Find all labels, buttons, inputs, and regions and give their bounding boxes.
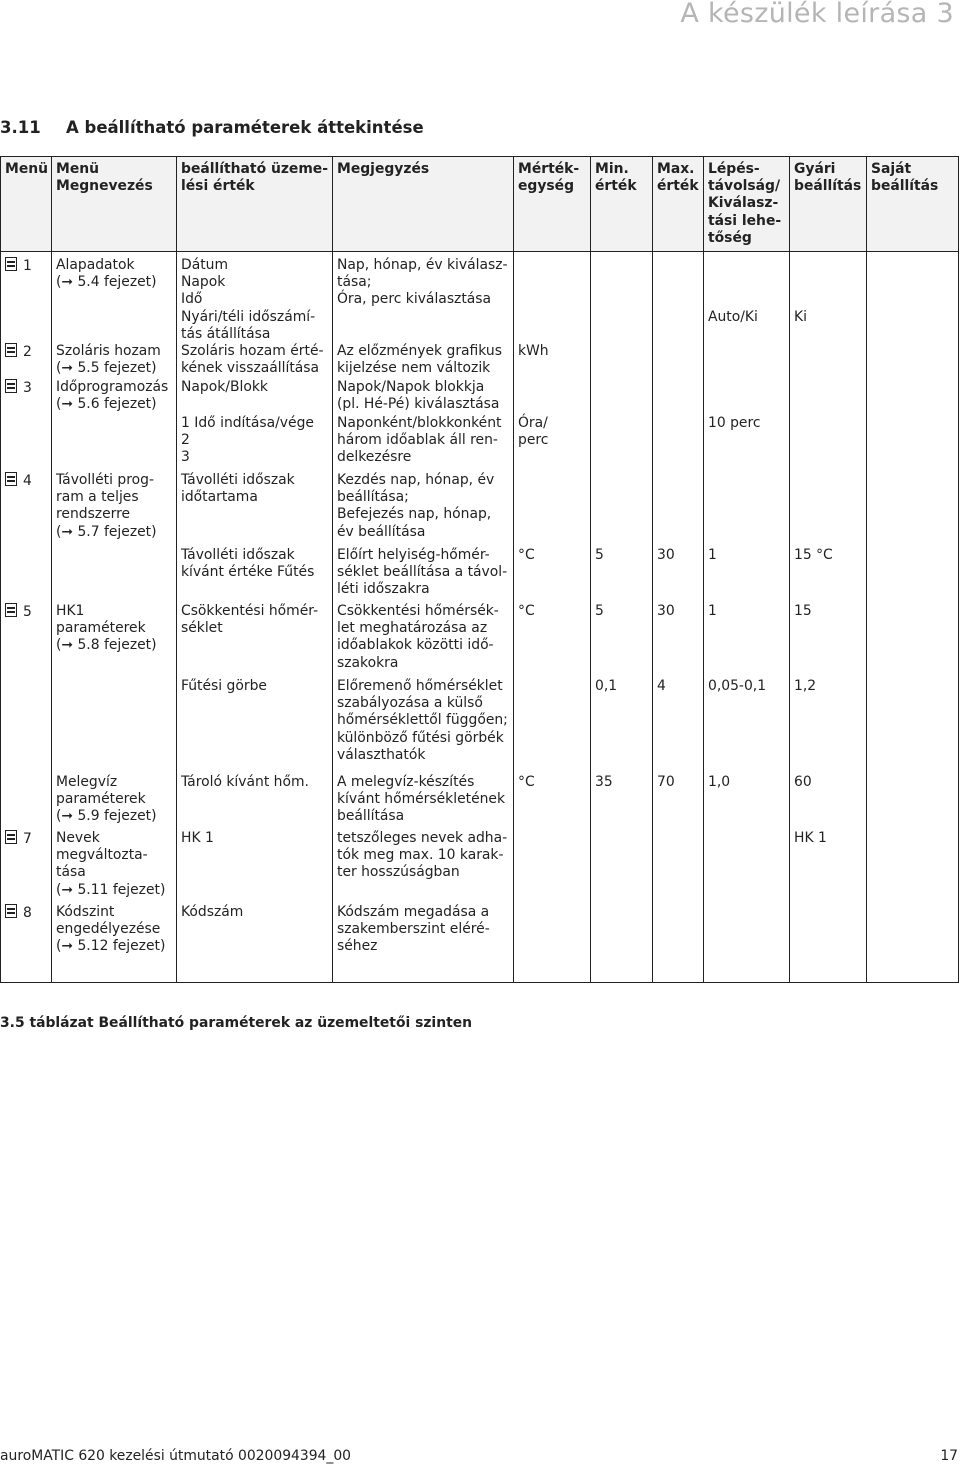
max-value-cell <box>653 830 704 904</box>
footer-page-number: 17 <box>940 1448 958 1464</box>
header-menu-name: Menü Megnevezés <box>52 157 177 252</box>
unit-cell <box>514 309 591 343</box>
factory-setting-cell <box>790 415 867 472</box>
step-cell <box>704 379 790 415</box>
header-note: Megjegyzés <box>333 157 514 252</box>
own-setting-cell <box>867 379 959 415</box>
table-row <box>1 830 959 904</box>
min-value-cell <box>591 472 653 547</box>
menu-number: 3 <box>23 380 32 397</box>
menu-name-cell: Szoláris hozam (➞ 5.5 fejezet) <box>52 343 177 379</box>
min-value-cell: 5 <box>591 603 653 678</box>
menu-name-cell: Nevek megváltozta- tása (➞ 5.11 fejezet) <box>52 830 177 904</box>
step-cell: 1,0 <box>704 774 790 830</box>
footer-document-title: auroMATIC 620 kezelési útmutató 0020094394_00 <box>0 1448 352 1464</box>
own-setting-cell <box>867 603 959 678</box>
table-row <box>1 774 959 830</box>
max-value-cell: 70 <box>653 774 704 830</box>
menu-cell <box>1 343 52 379</box>
min-value-cell <box>591 830 653 904</box>
header-unit: Mérték- egység <box>514 157 591 252</box>
own-setting-cell <box>867 904 959 982</box>
min-value-cell: 0,1 <box>591 678 653 774</box>
min-value-cell: 5 <box>591 547 653 603</box>
step-cell: 1 <box>704 547 790 603</box>
header-min: Min. érték <box>591 157 653 252</box>
note-cell: Kódszám megadása a szakemberszint eléré- séhez <box>333 904 514 982</box>
max-value-cell: 30 <box>653 603 704 678</box>
menu-number: 1 <box>23 258 32 274</box>
unit-cell: °C <box>514 774 591 830</box>
table-row <box>1 252 959 309</box>
unit-cell <box>514 472 591 547</box>
table-row <box>1 379 959 415</box>
table-row <box>1 343 959 379</box>
header-menu: Menü <box>1 157 52 252</box>
min-value-cell <box>591 904 653 982</box>
menu-cell <box>1 603 52 678</box>
menu-cell <box>1 774 52 830</box>
own-setting-cell <box>867 678 959 774</box>
menu-cell <box>1 904 52 982</box>
note-cell: Előremenő hőmérséklet szabályozása a külső hőmérséklettől függően; különböző fűtési görbék választhatók <box>333 678 514 774</box>
menu-name-cell <box>52 415 177 472</box>
own-setting-cell <box>867 309 959 343</box>
menu-cell <box>1 472 52 547</box>
note-cell: Kezdés nap, hónap, év beállítása; Befejezés nap, hónap, év beállítása <box>333 472 514 547</box>
factory-setting-cell: 15 °C <box>790 547 867 603</box>
menu-name-cell: Alapadatok (➞ 5.4 fejezet) <box>52 252 177 309</box>
unit-cell: °C <box>514 547 591 603</box>
max-value-cell <box>653 309 704 343</box>
min-value-cell <box>591 309 653 343</box>
own-setting-cell <box>867 415 959 472</box>
factory-setting-cell <box>790 379 867 415</box>
factory-setting-cell: 15 <box>790 603 867 678</box>
note-cell: Nap, hónap, év kiválasz- tása; Óra, perc kiválasztása <box>333 252 514 309</box>
parameters-table <box>0 156 959 983</box>
menu-cell <box>1 830 52 904</box>
menu-number: 4 <box>23 473 32 490</box>
max-value-cell <box>653 472 704 547</box>
menu-name-cell: HK1 paraméterek (➞ 5.8 fejezet) <box>52 603 177 678</box>
note-cell: Az előzmények grafikus kijelzése nem változik <box>333 343 514 379</box>
factory-setting-cell: 60 <box>790 774 867 830</box>
table-caption: 3.5 táblázat Beállítható paraméterek az üzemeltetői szinten <box>0 1015 473 1031</box>
min-value-cell <box>591 379 653 415</box>
menu-number: 2 <box>23 344 32 361</box>
menu-cell <box>1 379 52 415</box>
value-cell: HK 1 <box>177 830 333 904</box>
note-cell: A melegvíz-készítés kívánt hőmérsékletének beállítása <box>333 774 514 830</box>
max-value-cell <box>653 904 704 982</box>
factory-setting-cell: Ki <box>790 309 867 343</box>
menu-name-cell <box>52 678 177 774</box>
unit-cell: °C <box>514 603 591 678</box>
table-body <box>1 252 959 983</box>
step-cell <box>704 904 790 982</box>
menu-number: 7 <box>23 831 32 848</box>
value-cell: 1 Idő indítása/vége 2 3 <box>177 415 333 472</box>
value-cell: Fűtési görbe <box>177 678 333 774</box>
header-own: Saját beállítás <box>867 157 959 252</box>
note-cell: Csökkentési hőmérsék- let meghatározása az időablakok közötti idő- szakokra <box>333 603 514 678</box>
menu-cell <box>1 309 52 343</box>
unit-cell <box>514 252 591 309</box>
note-cell: Naponként/blokkonként három időablak áll ren- delkezésre <box>333 415 514 472</box>
step-cell <box>704 472 790 547</box>
menu-icon <box>5 343 17 357</box>
max-value-cell <box>653 379 704 415</box>
header-step: Lépés- távolság/ Kiválasz- tási lehe- tőség <box>704 157 790 252</box>
menu-icon <box>5 472 17 486</box>
min-value-cell <box>591 343 653 379</box>
factory-setting-cell: 1,2 <box>790 678 867 774</box>
value-cell: Távolléti időszak időtartama <box>177 472 333 547</box>
max-value-cell <box>653 343 704 379</box>
menu-cell <box>1 252 52 309</box>
unit-cell: kWh <box>514 343 591 379</box>
own-setting-cell <box>867 774 959 830</box>
value-cell: Szoláris hozam érté- kének visszaállítása <box>177 343 333 379</box>
step-cell <box>704 830 790 904</box>
menu-name-cell: Kódszint engedélyezése (➞ 5.12 fejezet) <box>52 904 177 982</box>
unit-cell <box>514 379 591 415</box>
max-value-cell: 30 <box>653 547 704 603</box>
menu-name-cell: Melegvíz paraméterek (➞ 5.9 fejezet) <box>52 774 177 830</box>
min-value-cell <box>591 415 653 472</box>
menu-cell <box>1 415 52 472</box>
max-value-cell <box>653 415 704 472</box>
factory-setting-cell: HK 1 <box>790 830 867 904</box>
min-value-cell <box>591 252 653 309</box>
step-cell <box>704 343 790 379</box>
menu-icon <box>5 379 17 393</box>
max-value-cell <box>653 252 704 309</box>
own-setting-cell <box>867 472 959 547</box>
menu-name-cell <box>52 547 177 603</box>
factory-setting-cell <box>790 252 867 309</box>
unit-cell <box>514 830 591 904</box>
value-cell: Nyári/téli időszámí- tás átállítása <box>177 309 333 343</box>
table-row <box>1 547 959 603</box>
note-cell: tetszőleges nevek adha- tók meg max. 10 karak- ter hosszúságban <box>333 830 514 904</box>
section-title <box>0 118 424 137</box>
menu-name-cell: Távolléti prog- ram a teljes rendszerre (➞ 5.7 fejezet) <box>52 472 177 547</box>
factory-setting-cell <box>790 904 867 982</box>
step-cell: Auto/Ki <box>704 309 790 343</box>
value-cell: Tároló kívánt hőm. <box>177 774 333 830</box>
menu-name-cell: Időprogramozás (➞ 5.6 fejezet) <box>52 379 177 415</box>
value-cell: Napok/Blokk <box>177 379 333 415</box>
table-row <box>1 678 959 774</box>
menu-name-cell <box>52 309 177 343</box>
note-cell: Előírt helyiség-hőmér- séklet beállítása a távol- léti időszakra <box>333 547 514 603</box>
menu-icon <box>5 603 17 617</box>
step-cell: 0,05-0,1 <box>704 678 790 774</box>
min-value-cell: 35 <box>591 774 653 830</box>
value-cell: Kódszám <box>177 904 333 982</box>
max-value-cell: 4 <box>653 678 704 774</box>
step-cell <box>704 252 790 309</box>
header-value: beállítható üzeme- lési érték <box>177 157 333 252</box>
table-row <box>1 603 959 678</box>
menu-number: 8 <box>23 905 32 922</box>
menu-icon <box>5 830 17 844</box>
header-factory: Gyári beállítás <box>790 157 867 252</box>
table-header-row <box>1 157 959 252</box>
unit-cell <box>514 678 591 774</box>
own-setting-cell <box>867 343 959 379</box>
value-cell: Csökkentési hőmér- séklet <box>177 603 333 678</box>
note-cell <box>333 309 514 343</box>
note-cell: Napok/Napok blokkja (pl. Hé-Pé) kiválasztása <box>333 379 514 415</box>
factory-setting-cell <box>790 472 867 547</box>
step-cell: 1 <box>704 603 790 678</box>
own-setting-cell <box>867 252 959 309</box>
section-number: 3.11 <box>0 118 41 137</box>
table-row <box>1 415 959 472</box>
value-cell: Távolléti időszak kívánt értéke Fűtés <box>177 547 333 603</box>
table-row <box>1 309 959 343</box>
table-row <box>1 904 959 982</box>
value-cell: Dátum Napok Idő <box>177 252 333 309</box>
unit-cell <box>514 904 591 982</box>
table-row <box>1 472 959 547</box>
own-setting-cell <box>867 830 959 904</box>
running-head: A készülék leírása 3 <box>680 0 954 29</box>
menu-number: 5 <box>23 604 32 621</box>
menu-icon <box>5 257 17 271</box>
menu-icon <box>5 904 17 918</box>
menu-cell <box>1 678 52 774</box>
header-max: Max. érték <box>653 157 704 252</box>
unit-cell: Óra/ perc <box>514 415 591 472</box>
menu-cell <box>1 547 52 603</box>
factory-setting-cell <box>790 343 867 379</box>
step-cell: 10 perc <box>704 415 790 472</box>
own-setting-cell <box>867 547 959 603</box>
section-heading: A beállítható paraméterek áttekintése <box>66 118 424 137</box>
